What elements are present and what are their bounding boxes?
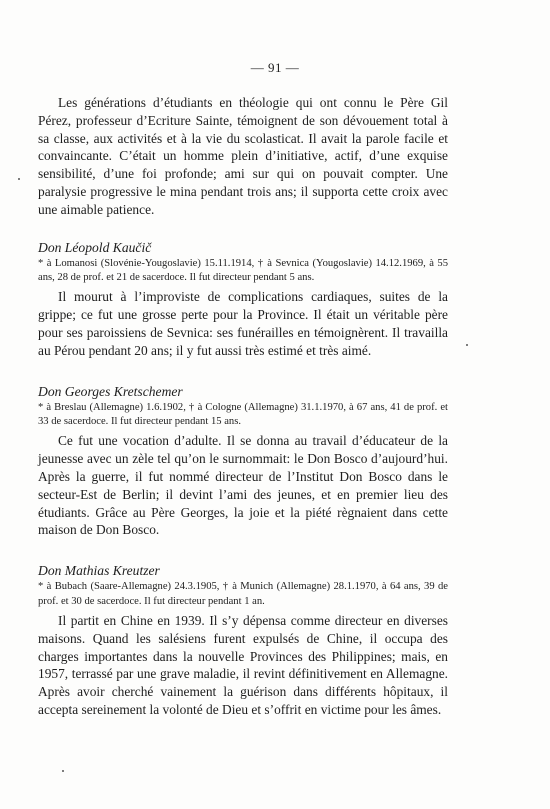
intro-paragraph: Les générations d’étudiants en théologie qui ont connu le Père Gil Pérez, professeur d’Ecriture Sainte, témoignent de son dévouement total à sa classe, aux activités et à la vie du scolasticat. Il avait la parole facile et convaincante. C’était un homme plein d’initiative, actif, d’une exquise sensibilité, d’une foi profonde; ami sur qui on pouvait compter. Une paralysie progressive le mina pendant trois ans; il supporta cette croix avec une aimable patience. — [38, 95, 448, 217]
entry-name: Don Mathias Kreutzer — [38, 563, 160, 579]
scan-speck — [466, 344, 468, 346]
entry-bio: * à Breslau (Allemagne) 1.6.1902, † à Cologne (Allemagne) 31.1.1970, à 67 ans, 41 de prof. et 33 de sacerdoce. Il fut directeur pendant 15 ans. — [38, 401, 448, 427]
entry-name: Don Léopold Kaučič — [38, 239, 152, 255]
entry-name: Don Georges Kretschemer — [38, 383, 183, 399]
entry-bio: * à Lomanosi (Slovénie-Yougoslavie) 15.11.1914, † à Sevnica (Yougoslavie) 14.12.1969, à 55 ans, 28 de prof. et 21 de sacerdoce. Il fut directeur pendant 5 ans. — [38, 257, 448, 283]
obituary-entry-kreutzer — [38, 563, 448, 719]
page-number: — 91 — — [250, 60, 300, 75]
scan-speck — [18, 178, 20, 180]
obituary-entry-kaucic — [38, 240, 448, 360]
obituary-entry-kretschemer — [38, 384, 448, 540]
entry-bio: * à Bubach (Saare-Allemagne) 24.3.1905, † à Munich (Allemagne) 28.1.1970, à 64 ans, 39 de prof. et 30 de sacerdoce. Il fut directeur pendant 1 an. — [38, 581, 448, 607]
scan-speck — [62, 770, 64, 772]
entry-text: Ce fut une vocation d’adulte. Il se donna au travail d’éducateur de la jeunesse avec un zèle tel qu’on le surnommait: le Don Bosco d’aujourd’hui. Après la guerre, il fut nommé directeur de l’Institut Don Bosco dans le secteur-Est de Berlin; il devint l’ami des jeunes, et en premier lieu des étudiants. Grâce au Père Georges, la joie et la piété règnaient dans cette maison de Don Bosco. — [38, 433, 448, 538]
entry-text: Il partit en Chine en 1939. Il s’y dépensa comme directeur en diverses maisons. Quand les salésiens furent expulsés de Chine, il occupa des charges importantes dans la nouvelle Provinces des Philippines; mais, en 1957, terrassé par une grave maladie, il revint définitivement en Allemagne. Après avoir cherché vainement la guérison dans différents hôpitaux, il accepta sereinement la volonté de Dieu et s’offrit en victime pour les âmes. — [38, 612, 448, 717]
page-body — [38, 94, 448, 719]
entry-text: Il mourut à l’improviste de complications cardiaques, suites de la grippe; ce fut une grosse perte pour la Province. Il était un véritable père pour ses paroissiens de Sevnica: ses funérailles en témoignèrent. Il travailla au Pérou pendant 20 ans; il y fut aussi très estimé et très aimé. — [38, 289, 448, 358]
